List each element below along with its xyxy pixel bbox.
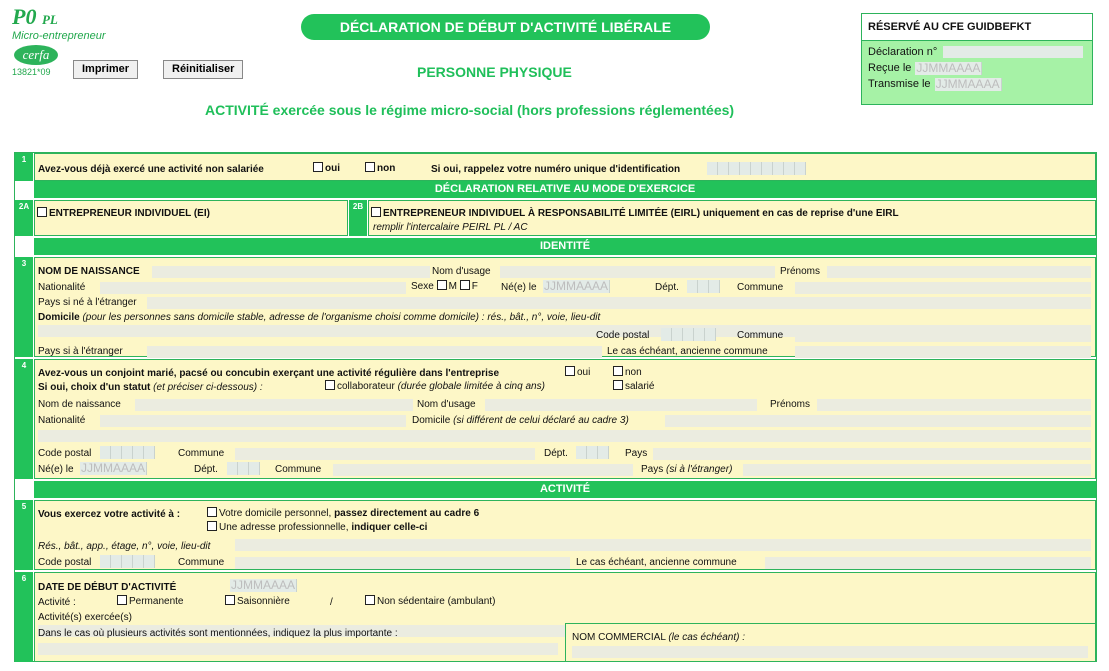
s5-adresse-pro-option[interactable]: Une adresse professionnelle, indiquer celle-ci bbox=[207, 521, 427, 533]
s4-dept-label: Dépt. bbox=[544, 448, 568, 459]
s5-ancienne-label: Le cas échéant, ancienne commune bbox=[576, 557, 737, 568]
form-body bbox=[14, 152, 1097, 662]
s4-pays-etranger-field[interactable] bbox=[743, 464, 1091, 476]
s4-nationalite-field[interactable] bbox=[100, 415, 406, 427]
s6-permanente-option[interactable]: Permanente bbox=[117, 595, 183, 607]
s4-code-postal-field[interactable] bbox=[100, 446, 155, 459]
transmitted-label: Transmise le bbox=[868, 78, 931, 90]
declaration-number-field[interactable] bbox=[943, 46, 1083, 58]
s4-oui-option[interactable]: oui bbox=[565, 366, 590, 378]
s6-date-debut-label: DATE DE DÉBUT D'ACTIVITÉ bbox=[38, 582, 177, 593]
s4-collaborateur-option[interactable]: collaborateur (durée globale limitée à cinq ans) bbox=[325, 380, 545, 392]
s3-nom-usage-field[interactable] bbox=[500, 266, 775, 278]
section-1-number: 1 bbox=[15, 153, 33, 181]
print-button[interactable]: Imprimer bbox=[73, 60, 138, 79]
section-4-number: 4 bbox=[15, 359, 33, 479]
declaration-label: Déclaration n° bbox=[868, 46, 938, 58]
s4-code-postal-label: Code postal bbox=[38, 448, 92, 459]
s4-pays-label: Pays bbox=[625, 448, 648, 459]
s4-domicile-field-2[interactable] bbox=[38, 430, 1091, 442]
s4-non-checkbox[interactable] bbox=[613, 366, 623, 376]
s3-birth-date-field[interactable]: JJMMAAAA bbox=[544, 279, 609, 293]
section-4 bbox=[34, 359, 1096, 479]
section-2b bbox=[368, 200, 1096, 236]
section-6 bbox=[34, 572, 1096, 662]
reserved-heading: RÉSERVÉ AU CFE GUIDBEFKT bbox=[862, 14, 1092, 41]
s4-commune2-label: Commune bbox=[275, 464, 322, 475]
s5-question: Vous exercez votre activité à : bbox=[38, 509, 181, 520]
s5-ancienne-field[interactable] bbox=[765, 557, 1091, 569]
s6-activite-label: Activité : bbox=[38, 597, 76, 608]
s6-nom-commercial-field[interactable] bbox=[572, 646, 1088, 658]
section-2b-number: 2B bbox=[349, 200, 367, 236]
s5-code-postal-field[interactable] bbox=[100, 555, 155, 568]
band-identite: IDENTITÉ bbox=[34, 238, 1096, 255]
s4-commune-field[interactable] bbox=[235, 448, 535, 460]
s3-nationalite-field[interactable] bbox=[100, 282, 406, 294]
band-mode-exercice: DÉCLARATION RELATIVE AU MODE D'EXERCICE bbox=[34, 181, 1096, 198]
s4-commune2-field[interactable] bbox=[333, 464, 633, 476]
section-3 bbox=[34, 257, 1096, 357]
s4-collaborateur-checkbox[interactable] bbox=[325, 380, 335, 390]
s4-oui-checkbox[interactable] bbox=[565, 366, 575, 376]
s6-saisonniere-checkbox[interactable] bbox=[225, 595, 235, 605]
s3-sexe-label: Sexe M F bbox=[411, 281, 478, 292]
band-activite: ACTIVITÉ bbox=[34, 481, 1096, 498]
s4-nom-naissance-label: Nom de naissance bbox=[38, 399, 121, 410]
eirl-checkbox[interactable] bbox=[371, 207, 381, 217]
s3-prenoms-field[interactable] bbox=[827, 266, 1091, 278]
s4-pays-etranger-label: Pays (si à l'étranger) bbox=[641, 464, 733, 475]
s1-oui-option[interactable]: oui bbox=[313, 162, 340, 174]
form-subtitle: PERSONNE PHYSIQUE bbox=[417, 64, 572, 80]
s3-ancienne-label: Le cas échéant, ancienne commune bbox=[607, 346, 768, 357]
s5-code-postal-label: Code postal bbox=[38, 557, 92, 568]
s3-nom-naissance-field[interactable] bbox=[152, 266, 430, 278]
s1-identification-field[interactable] bbox=[707, 162, 806, 175]
logo-po: P0 PL bbox=[12, 4, 58, 29]
s4-salarie-checkbox[interactable] bbox=[613, 380, 623, 390]
s4-nationalite-label: Nationalité bbox=[38, 415, 86, 426]
s6-permanente-checkbox[interactable] bbox=[117, 595, 127, 605]
s4-nom-usage-label: Nom d'usage bbox=[417, 399, 476, 410]
section-1 bbox=[34, 153, 1096, 181]
s4-commune-label: Commune bbox=[178, 448, 225, 459]
s3-pays-etranger-label: Pays si né à l'étranger bbox=[38, 297, 137, 308]
eirl-option[interactable]: ENTREPRENEUR INDIVIDUEL À RESPONSABILITÉ LIMITÉE (EIRL) uniquement en cas de reprise d'une EIRL bbox=[371, 207, 899, 219]
s3-prenoms-label: Prénoms bbox=[780, 266, 821, 277]
s6-activites-label: Activité(s) exercée(s) bbox=[38, 612, 132, 623]
s3-code-postal-label: Code postal bbox=[596, 330, 650, 341]
s1-si-oui-label: Si oui, rappelez votre numéro unique d'identification bbox=[431, 164, 681, 175]
s3-ne-le-label: Né(e) le bbox=[501, 282, 537, 293]
cerfa-logo: cerfa bbox=[14, 45, 58, 65]
section-5 bbox=[34, 500, 1096, 570]
s3-nationalite-label: Nationalité bbox=[38, 282, 86, 293]
section-2a bbox=[34, 200, 348, 236]
s4-choix-label: Si oui, choix d'un statut (et préciser ci-dessous) : bbox=[38, 382, 263, 393]
s5-commune-label: Commune bbox=[178, 557, 225, 568]
s5-adresse-field[interactable] bbox=[235, 539, 1091, 551]
s6-saisonniere-option[interactable]: Saisonnière bbox=[225, 595, 290, 607]
reserved-cfe-box bbox=[861, 13, 1093, 105]
s3-nom-naissance-label: NOM DE NAISSANCE bbox=[38, 266, 140, 277]
s4-domicile-field[interactable] bbox=[665, 415, 1091, 427]
s3-dept-field[interactable] bbox=[687, 280, 720, 293]
s5-adresse-label: Rés., bât., app., étage, n°, voie, lieu-dit bbox=[38, 541, 211, 552]
section-3-number: 3 bbox=[15, 257, 33, 357]
s4-nom-naissance-field[interactable] bbox=[135, 399, 413, 411]
form-title: DÉCLARATION DE DÉBUT D'ACTIVITÉ LIBÉRALE bbox=[301, 14, 710, 40]
received-label: Reçue le bbox=[868, 62, 912, 74]
s3-commune-field[interactable] bbox=[795, 282, 1091, 294]
s3-ancienne-field[interactable] bbox=[795, 346, 1091, 358]
s3-commune2-label: Commune bbox=[737, 330, 784, 341]
s5-adresse-pro-checkbox[interactable] bbox=[207, 521, 217, 531]
s6-principale-field[interactable] bbox=[38, 643, 558, 655]
s6-non-sedentaire-option[interactable]: Non sédentaire (ambulant) bbox=[365, 595, 495, 607]
s1-question: Avez-vous déjà exercé une activité non salariée bbox=[38, 164, 264, 175]
s1-non-checkbox[interactable] bbox=[365, 162, 375, 172]
s3-pays-si-field[interactable] bbox=[147, 346, 602, 358]
s3-pays-si-label: Pays si à l'étranger bbox=[38, 346, 123, 357]
cerfa-number: 13821*09 bbox=[12, 67, 51, 77]
eirl-note: remplir l'intercalaire PEIRL PL / AC bbox=[373, 222, 528, 233]
logo-subtitle: Micro-entrepreneur bbox=[12, 30, 106, 42]
s5-domicile-option[interactable]: Votre domicile personnel, passez directement au cadre 6 bbox=[207, 507, 479, 519]
s6-start-date-field[interactable]: JJMMAAAA bbox=[231, 578, 296, 592]
s4-domicile-label: Domicile (si différent de celui déclaré au cadre 3) bbox=[412, 415, 629, 426]
s5-domicile-checkbox[interactable] bbox=[207, 507, 217, 517]
s4-dept2-field[interactable] bbox=[227, 462, 260, 475]
s4-question: Avez-vous un conjoint marié, pacsé ou concubin exerçant une activité régulière dans l'entreprise bbox=[38, 368, 500, 379]
s6-slash: / bbox=[330, 597, 333, 608]
s4-birth-date-field[interactable]: JJMMAAAA bbox=[81, 461, 146, 475]
section-6-number: 6 bbox=[15, 572, 33, 662]
received-date-field[interactable]: JJMMAAAA bbox=[916, 60, 981, 75]
ei-option[interactable]: ENTREPRENEUR INDIVIDUEL (EI) bbox=[37, 207, 210, 219]
s3-domicile-label: Domicile (pour les personnes sans domicile stable, adresse de l'organisme choisi comme domicile) : rés., bât., n°, voie, lieu-dit bbox=[38, 312, 601, 323]
s3-code-postal-field[interactable] bbox=[661, 328, 716, 341]
s4-pays-field[interactable] bbox=[653, 448, 1091, 460]
s6-nom-commercial-box bbox=[565, 623, 1095, 661]
s4-prenoms-label: Prénoms bbox=[770, 399, 811, 410]
s4-salarie-option[interactable]: salarié bbox=[613, 380, 654, 392]
s4-ne-le-label: Né(e) le bbox=[38, 464, 74, 475]
s5-commune-field[interactable] bbox=[235, 557, 570, 569]
s3-dept-label: Dépt. bbox=[655, 282, 679, 293]
s1-non-option[interactable]: non bbox=[365, 162, 395, 174]
form-subtitle-activity: ACTIVITÉ exercée sous le régime micro-social (hors professions réglementées) bbox=[205, 102, 735, 118]
s4-dept-field[interactable] bbox=[576, 446, 609, 459]
ei-checkbox[interactable] bbox=[37, 207, 47, 217]
transmitted-date-field[interactable]: JJMMAAAA bbox=[935, 76, 1000, 91]
s3-commune-label: Commune bbox=[737, 282, 784, 293]
s1-oui-checkbox[interactable] bbox=[313, 162, 323, 172]
s4-prenoms-field[interactable] bbox=[817, 399, 1091, 411]
section-2a-number: 2A bbox=[15, 200, 33, 236]
s3-sexe-f-checkbox[interactable] bbox=[460, 280, 470, 290]
s6-non-sedentaire-checkbox[interactable] bbox=[365, 595, 375, 605]
s4-dept2-label: Dépt. bbox=[194, 464, 218, 475]
s3-nom-usage-label: Nom d'usage bbox=[432, 266, 491, 277]
s4-non-option[interactable]: non bbox=[613, 366, 642, 378]
section-5-number: 5 bbox=[15, 500, 33, 570]
s3-pays-etranger-field[interactable] bbox=[147, 297, 1091, 309]
s6-nom-commercial-label: NOM COMMERCIAL (le cas échéant) : bbox=[572, 632, 746, 643]
reset-button[interactable]: Réinitialiser bbox=[163, 60, 243, 79]
s3-sexe-m-checkbox[interactable] bbox=[437, 280, 447, 290]
s6-plusieurs-label: Dans le cas où plusieurs activités sont mentionnées, indiquez la plus importante : bbox=[38, 628, 398, 639]
s3-commune2-field[interactable] bbox=[795, 330, 1091, 342]
s4-nom-usage-field[interactable] bbox=[485, 399, 757, 411]
